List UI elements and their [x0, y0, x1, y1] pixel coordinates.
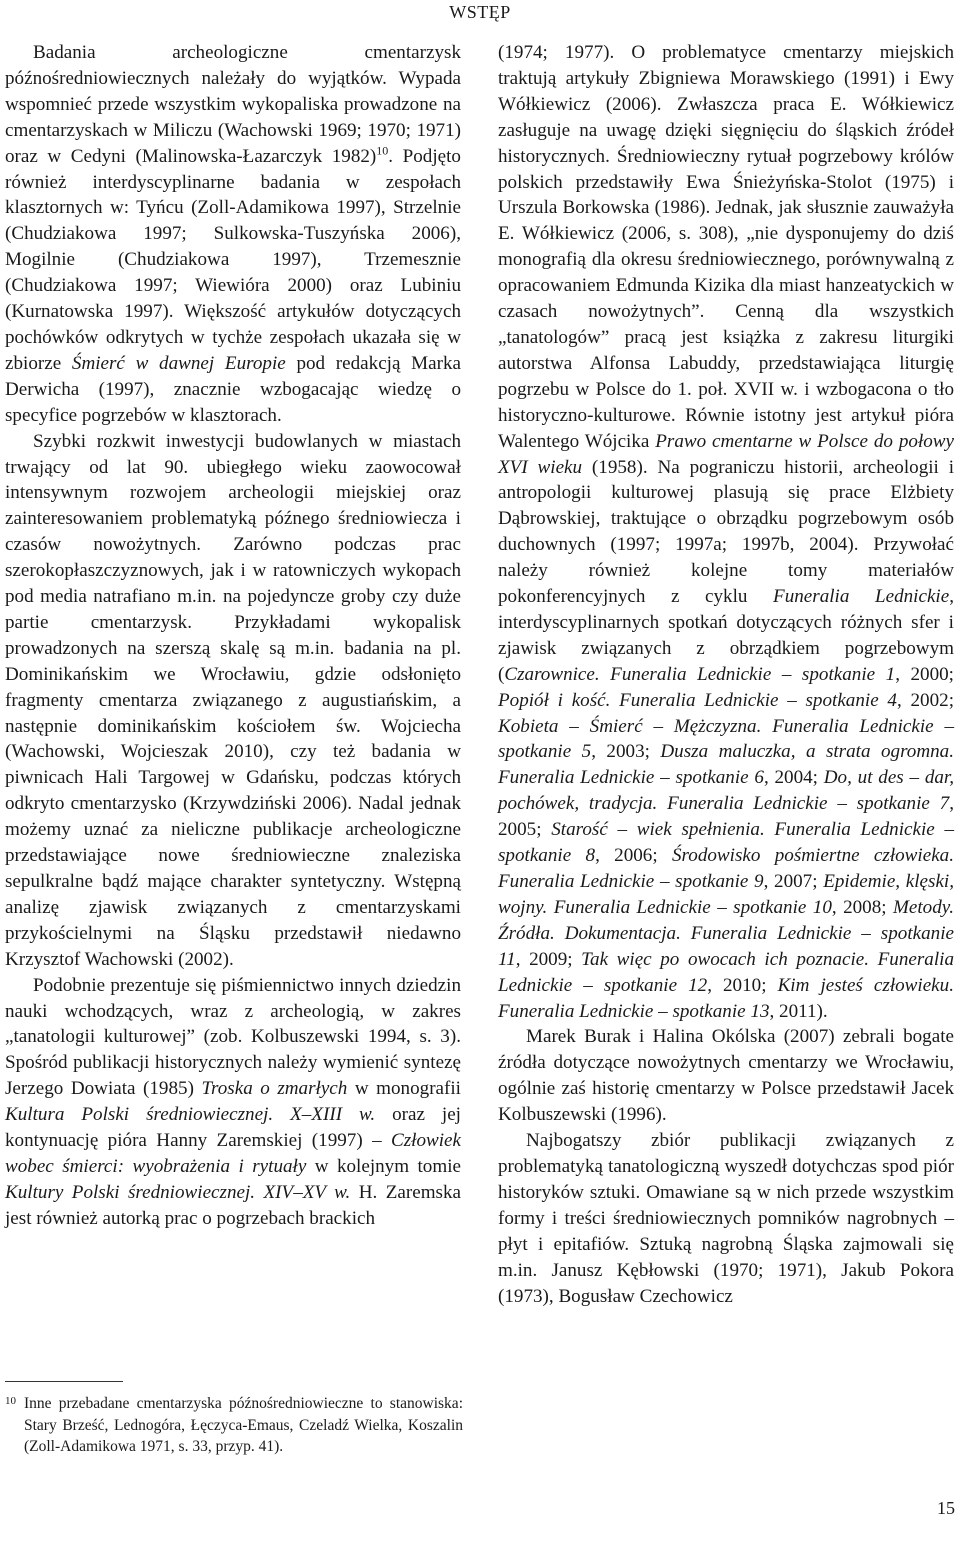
running-header: WSTĘP — [449, 2, 511, 22]
footnote-divider — [5, 1381, 123, 1382]
paragraph: (1974; 1977). O problematyce cmentarzy miejskich traktują artykuły Zbigniewa Morawskiego (1991) i Ewy Wółkiewicz (2006). Zwłaszcza praca E. Wółkiewicz zasługuje na uwagę dzięki sięgnięciu do śląskich źródeł historycznych. Średniowieczny rytuał pogrzebowy królów polskich przedstawiły Ewa Śnieżyńska-Stolot (1975) i Urszula Borkowska (1986). Jednak, jak słusznie zauważyła E. Wółkiewicz (2006, s. 308), „nie dysponujemy do dziś monografią dla okresu średniowiecznego, porównywalną z opracowaniem Edmunda Kizika dla miast hanzeatyckich w czasach nowożytnych”. Cenną dla wszystkich „tanatologów” pracą jest książka z zakresu liturgiki autorstwa Alfonsa Labuddy, przedstawiająca liturgię pogrzebu w Polsce do 1. poł. XVII w. i wzbogacona o tło historyczno-kulturowe. Równie istotny jest artykuł pióra Walentego Wójcika Prawo cmentarne w Polsce do połowy XVI wieku (1958). Na pograniczu historii, archeologii i antropologii kulturowej plasują się prace Elżbiety Dąbrowskiej, traktujące o obrządku pogrzebowym osób duchownych (1997; 1997a; 1997b, 2004). Przywołać należy również kolejne tomy materiałów pokonferencyjnych z cyklu Funeralia Lednickie, interdyscyplinarnych spotkań dotyczących różnych sfer i zjawisk związanych z obrządkiem pogrzebowym (Czarownice. Funeralia Lednickie – spotkanie 1, 2000; Popiół i kość. Funeralia Lednickie – spotkanie 4, 2002; Kobieta – Śmierć – Mężczyzna. Funeralia Lednickie – spotkanie 5, 2003; Dusza maluczka, a strata ogromna. Funeralia Lednickie – spotkanie 6, 2004; Do, ut des – dar, pochówek, tradycja. Funeralia Lednickie – spotkanie 7, 2005; Starość – wiek spełnienia. Funeralia Lednickie – spotkanie 8, 2006; Środowisko pośmiertne człowieka. Funeralia Lednickie – spotkanie 9, 2007; Epidemie, klęski, wojny. Funeralia Lednickie – spotkanie 10, 2008; Metody. Źródła. Dokumentacja. Funeralia Lednickie – spotkanie 11, 2009; Tak więc po owocach ich poznacie. Funeralia Lednickie – spotkanie 12, 2010; Kim jesteś człowieku. Funeralia Lednickie – spotkanie 13, 2011). — [498, 42, 955, 1022]
right-column — [498, 40, 954, 1309]
paragraph: Szybki rozkwit inwestycji budowlanych w miastach trwający od lat 90. ubiegłego wieku zaowocował intensywnym rozwojem archeologii miejskiej oraz zainteresowaniem problematyką późnego średniowiecza i czasów nowożytnych. Zarówno podczas prac szerokopłaszczyznowych, jak i w ratowniczych wykopach pod media natrafiano m.in. na pojedyncze groby czy duże partie cmentarzysk. Przykładami wykopalisk prowadzonych na szerszą skalę są m.in. badania na pl. Dominikańskim we Wrocławiu, gdzie odsłonięto fragmenty cmentarza związanego z augustiańskim, a następnie dominikańskim kościołem św. Wojciecha (Wachowski, Wojcieszak 2010), czy też badania w piwnicach Hali Targowej w Gdańsku, podczas których odkryto cmentarzysko (Krzywdziński 2006). Nadal jednak możemy uznać za nieliczne publikacje archeologiczne przedstawiające nowe średniowieczne znaleziska sepulkralne bądź mające charakter syntetyczny. Wstępną analizę zjawisk związanych z cmentarzyskami przykościelnymi na Śląsku przedstawił niedawno Krzysztof Wachowski (2002). — [5, 430, 461, 970]
footnote-ref[interactable]: 10 — [376, 143, 389, 158]
paragraph: Badania archeologiczne cmentarzysk późnośredniowiecznych należały do wyjątków. Wypada wspomnieć przede wszystkim wykopaliska prowadzone na cmentarzyskach w Miliczu (Wachowski 1969; 1970; 1971) oraz w Cedyni (Malinowska-Łazarczyk 1982)$^{10}$. Podjęto również interdyscyplinarne badania w zespołach klasztornych w: Tyńcu (Zoll-Adamikowa 1997), Strzelnie (Chudziakowa 1997; Sulkowska-Tuszyńska 2006), Mogilnie (Chudziakowa 1997), Trzemesznie (Chudziakowa 1997; Wiewióra 2000) oraz Lubiniu (Kurnatowska 1997). Większość artykułów dotyczących pochówków odkrytych w tychże zespołach ukazała się w zbiorze Śmierć w dawnej Europie pod redakcją Marka Derwicha (1997), znacznie wzbogacając wiedzę o specyfice pogrzebów w klasztorach. — [5, 42, 461, 426]
footnote-text: Inne przebadane cmentarzyska późnośredniowieczne to stanowiska: Stary Brześć, Lednogóra, Łęczyca-Emaus, Czeladź Wielka, Koszalin (Zoll-Adamikowa 1971, s. 33, przyp. 41). — [24, 1395, 463, 1455]
paragraph: Podobnie prezentuje się piśmiennictwo innych dziedzin nauki wchodzących, wraz z archeologią, w zakres „tanatologii kulturowej” (zob. Kolbuszewski 1994, s. 3). Spośród publikacji historycznych należy wymienić syntezę Jerzego Dowiata (1985) Troska o zmarłych w monografii Kultura Polski średniowiecznej. X–XIII w. oraz jej kontynuację pióra Hanny Zaremskiej (1997) – Człowiek wobec śmierci: wyobrażenia i rytuały w kolejnym tomie Kultury Polski średniowiecznej. XIV–XV w. H. Zaremska jest również autorką prac o pogrzebach brackich — [5, 974, 461, 1229]
footnote — [5, 1393, 463, 1458]
left-column — [5, 40, 461, 1232]
paragraph: Najbogatszy zbiór publikacji związanych z problematyką tanatologiczną wyszedł dotychczas spod piór historyków sztuki. Omawiane są w nich przede wszystkim formy i treści średniowiecznych pomników nagrobnych – płyt i epitafiów. Sztuką nagrobną Śląska zajmowali się m.in. Janusz Kębłowski (1970; 1971), Jakub Pokora (1973), Bogusław Czechowicz — [498, 1130, 954, 1307]
footnote-number: 10 — [5, 1395, 16, 1407]
paragraph: Marek Burak i Halina Okólska (2007) zebrali bogate źródła dotyczące nowożytnych cmentarzy we Wrocławiu, ogólnie zaś historię cmentarzy w Polsce przedstawił Jacek Kolbuszewski (1996). — [498, 1026, 954, 1126]
page-number: 15 — [937, 1498, 955, 1518]
